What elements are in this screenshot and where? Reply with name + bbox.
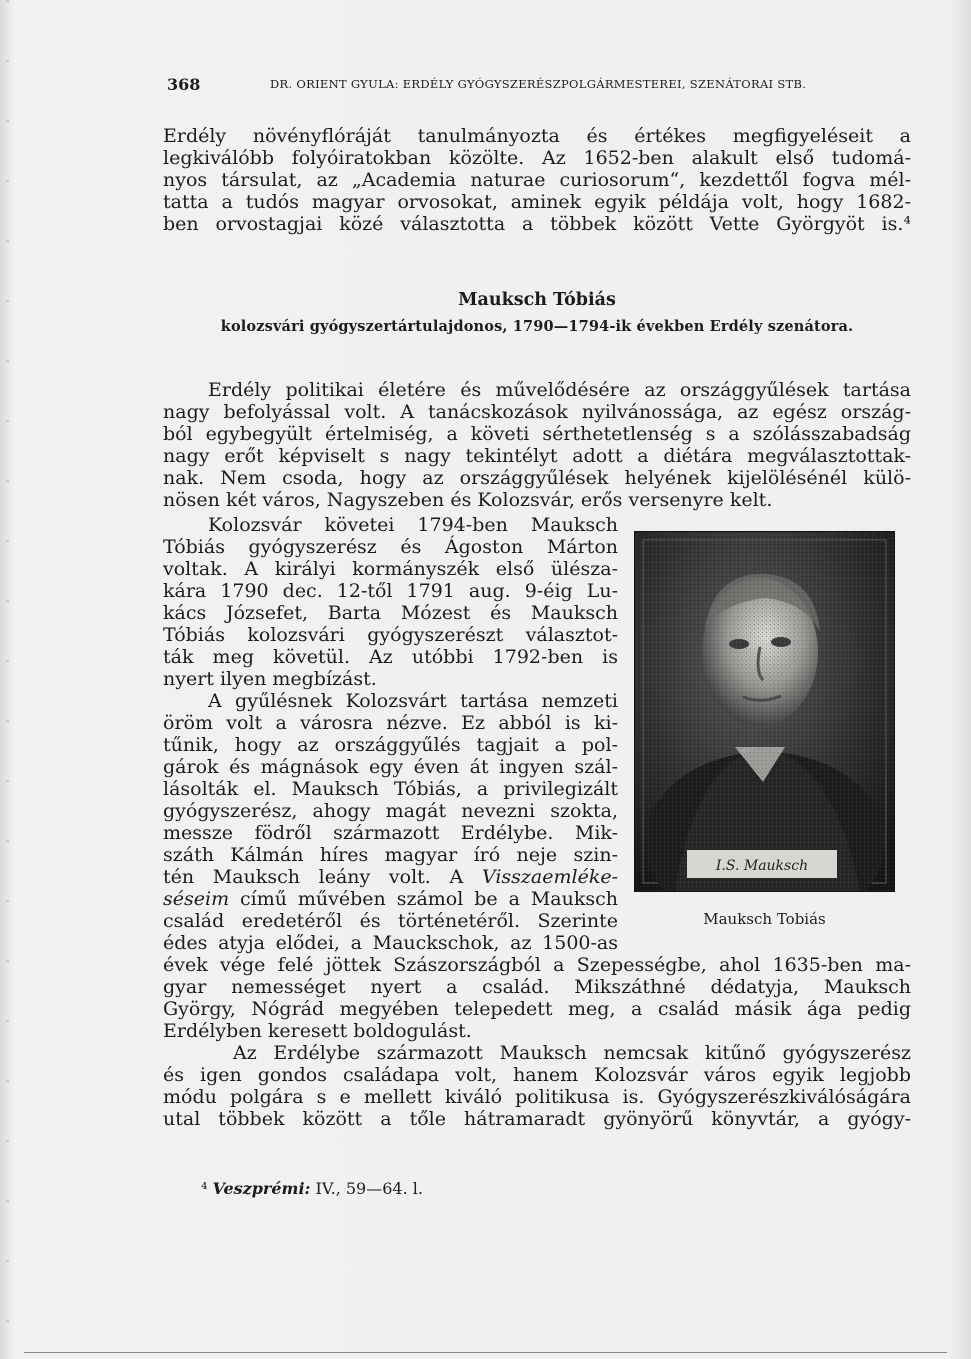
text-line: évek vége felé jöttek Szászországból a Szepességbe, ahol 1635-ben ma- — [163, 954, 911, 976]
page-header — [167, 75, 912, 97]
portrait-drawing — [635, 532, 894, 891]
text-line: gyógyszerész, ahogy magát nevezni szokta, — [163, 800, 618, 822]
text-line: kács Józsefet, Barta Mózest és Mauksch — [163, 602, 618, 624]
text-line: A gyűlésnek Kolozsvárt tartása nemzeti — [208, 690, 618, 712]
text-line: voltak. A királyi kormányszék első ülésza- — [163, 558, 618, 580]
text-line: tatta a tudós magyar orvosokat, aminek egyik példája volt, hogy 1682- — [163, 190, 911, 213]
section-subtitle: kolozsvári gyógyszertártulajdonos, 1790—1794-ik években Erdély szenátora. — [220, 318, 854, 335]
portrait-caption: Mauksch Tobiás — [703, 910, 826, 928]
page-number: 368 — [167, 75, 201, 94]
footnote-marker: ⁴ — [201, 1179, 208, 1198]
text-line: gyar nemességet nyert a család. Mikszáthné dédatyja, Mauksch — [163, 976, 911, 998]
text-line: Az Erdélybe származott Mauksch nemcsak kitűnő gyógyszerész — [233, 1042, 911, 1064]
text-line: tűnik, hogy az országgyűlés tagjait a pol- — [163, 734, 618, 756]
text-line: nak. Nem csoda, hogy az országgyűlések helyének kijelölésénél külö- — [163, 466, 911, 489]
text-line: legkiválóbb folyóiratokban közölte. Az 1652-ben alakult első tudomá- — [163, 146, 911, 169]
text-line: gárok és mágnások egy éven át ingyen szál- — [163, 756, 618, 778]
text-line: édes atyja elődei, a Mauckschok, az 1500-as — [163, 932, 618, 954]
text-line: nösen két város, Nagyszeben és Kolozsvár, erős versenyre kelt. — [163, 488, 773, 511]
scan-edge-artifact — [6, 0, 9, 1359]
text-line: nagy befolyással volt. A tanácskozások nyilvánossága, az egész ország- — [163, 400, 911, 423]
lower-text — [163, 932, 911, 1130]
portrait-image — [634, 531, 895, 892]
text-column — [163, 514, 618, 932]
paragraph-politics — [163, 380, 911, 511]
text-line: Erdély növényflóráját tanulmányozta és értékes megfigyeléseit a — [163, 125, 911, 147]
text-line: család eredetéről és történetéről. Szerinte — [163, 910, 618, 932]
running-head: DR. ORIENT GYULA: ERDÉLY GYÓGYSZERÉSZPOLGÁRMESTEREI, SZENÁTORAI STB. — [270, 77, 807, 91]
text-fragment: tén Mauksch leány volt. A — [163, 866, 482, 888]
text-line: ben orvostagjai közé választotta a többek között Vette Györgyöt is.⁴ — [163, 212, 911, 235]
footnote-source: Veszprémi: — [212, 1179, 311, 1198]
footnote — [201, 1179, 423, 1198]
text-line: száth Kálmán híres magyar író neje szin- — [163, 844, 618, 866]
text-line: Tóbiás kolozsvári gyógyszerészt választot- — [163, 624, 618, 646]
book-title: séseim — [163, 888, 230, 910]
text-line: Kolozsvár követei 1794-ben Mauksch — [208, 514, 618, 536]
text-line: módu polgára s e mellett kiváló politikusa is. Gyógyszerészkiválóságára — [163, 1086, 911, 1108]
book-title: Visszaemléke- — [481, 866, 618, 888]
text-line: Erdélyben keresett boldogulást. — [163, 1020, 472, 1042]
text-line: öröm volt a városra nézve. Ez abból is ki- — [163, 712, 618, 734]
text-line — [163, 866, 618, 888]
text-line: nagy erőt képviselt s nagy tekintélyt adott a diétára megválasztottak- — [163, 444, 911, 467]
text-line: ták meg követül. Az utóbbi 1792-ben is — [163, 646, 618, 668]
text-line: ból egybegyült értelmiség, a követi sérthetetlenség s a szólásszabadság — [163, 422, 911, 445]
portrait-signature: I.S. Mauksch — [715, 858, 809, 874]
text-line: és igen gondos családapa volt, hanem Kolozsvár város egyik legjobb — [163, 1064, 911, 1086]
text-line: messze födről származott Erdélybe. Mik- — [163, 822, 618, 844]
text-fragment: című művében számol be a Mauksch — [229, 888, 618, 910]
text-line: nyos társulat, az „Academia naturae curiosorum“, kezdettől fogva mél- — [163, 168, 911, 191]
text-line: nyert ilyen megbízást. — [163, 668, 377, 690]
footnote-reference: IV., 59—64. l. — [310, 1179, 423, 1198]
intro-paragraph — [163, 126, 911, 236]
text-line: Tóbiás gyógyszerész és Ágoston Márton — [163, 536, 618, 558]
text-line: lásolták el. Mauksch Tóbiás, a privilegizált — [163, 778, 618, 800]
text-line: utal többek között a tőle hátramaradt gyönyörű könyvtár, a gyógy- — [163, 1108, 911, 1130]
text-line: kára 1790 dec. 12-től 1791 aug. 9-éig Lu- — [163, 580, 618, 602]
section-title: Mauksch Tóbiás — [458, 290, 616, 310]
text-line: Erdély politikai életére és művelődésére az országgyűlések tartása — [208, 379, 911, 401]
scan-bottom-line — [24, 1352, 947, 1353]
text-line — [163, 888, 618, 910]
text-line: György, Nógrád megyében telepedett meg, a család másik ága pedig — [163, 998, 911, 1020]
